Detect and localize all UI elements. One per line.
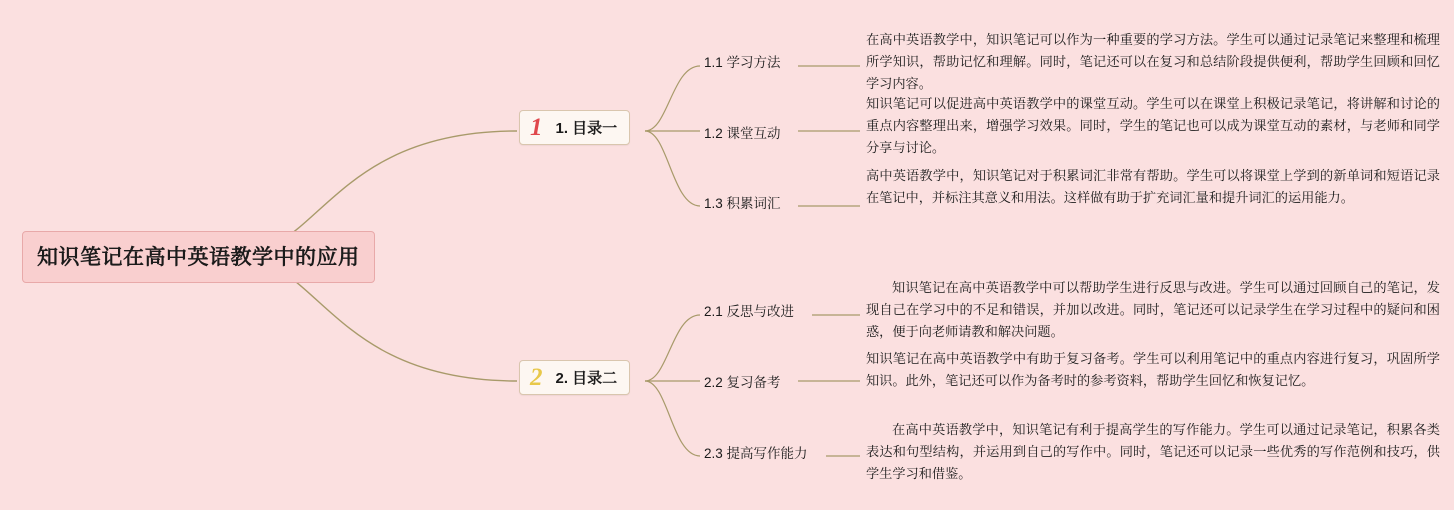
subtopic-2-2[interactable]: 2.2 复习备考: [704, 375, 781, 390]
detail-1-2[interactable]: 知识笔记可以促进高中英语教学中的课堂互动。学生可以在课堂上积极记录笔记，将讲解和讨论的重点内容整理出来，增强学习效果。同时，学生的笔记也可以成为课堂互动的素材，与老师和同学分享与讨论。: [866, 96, 1440, 155]
topic-label-2: 2. 目录二: [555, 370, 618, 387]
topic-number-2: 2: [530, 364, 543, 391]
subtopic-1-3[interactable]: 1.3 积累词汇: [704, 196, 781, 211]
subtopic-1-2[interactable]: 1.2 课堂互动: [704, 126, 781, 141]
subtopic-2-3[interactable]: 2.3 提高写作能力: [704, 446, 808, 461]
detail-2-2[interactable]: 知识笔记在高中英语教学中有助于复习备考。学生可以利用笔记中的重点内容进行复习，巩固所学知识。此外，笔记还可以作为备考时的参考资料，帮助学生回忆和恢复记忆。: [866, 351, 1440, 388]
root-node[interactable]: 知识笔记在高中英语教学中的应用: [22, 231, 375, 283]
subtopic-1-1[interactable]: 1.1 学习方法: [704, 55, 781, 70]
topic-label-1: 1. 目录一: [555, 120, 618, 137]
detail-2-3[interactable]: 在高中英语教学中，知识笔记有利于提高学生的写作能力。学生可以通过记录笔记，积累各类表达和句型结构，并运用到自己的写作中。同时，笔记还可以记录一些优秀的写作范例和技巧，供学生学习和借鉴。: [866, 422, 1440, 481]
detail-1-3[interactable]: 高中英语教学中，知识笔记对于积累词汇非常有帮助。学生可以将课堂上学到的新单词和短语记录在笔记中，并标注其意义和用法。这样做有助于扩充词汇量和提升词汇的运用能力。: [866, 168, 1440, 205]
topic-number-1: 1: [530, 114, 543, 141]
topic-node-2[interactable]: [519, 360, 630, 395]
detail-1-1[interactable]: 在高中英语教学中，知识笔记可以作为一种重要的学习方法。学生可以通过记录笔记来整理和梳理所学知识，帮助记忆和理解。同时，笔记还可以在复习和总结阶段提供便利，帮助学生回顾和回忆学习内容。: [866, 32, 1440, 91]
topic-node-1[interactable]: [519, 110, 630, 145]
detail-2-1[interactable]: 知识笔记在高中英语教学中可以帮助学生进行反思与改进。学生可以通过回顾自己的笔记，发现自己在学习中的不足和错误，并加以改进。同时，笔记还可以记录学生在学习过程中的疑问和困惑，便于向老师请教和解决问题。: [866, 280, 1440, 339]
subtopic-2-1[interactable]: 2.1 反思与改进: [704, 304, 795, 319]
